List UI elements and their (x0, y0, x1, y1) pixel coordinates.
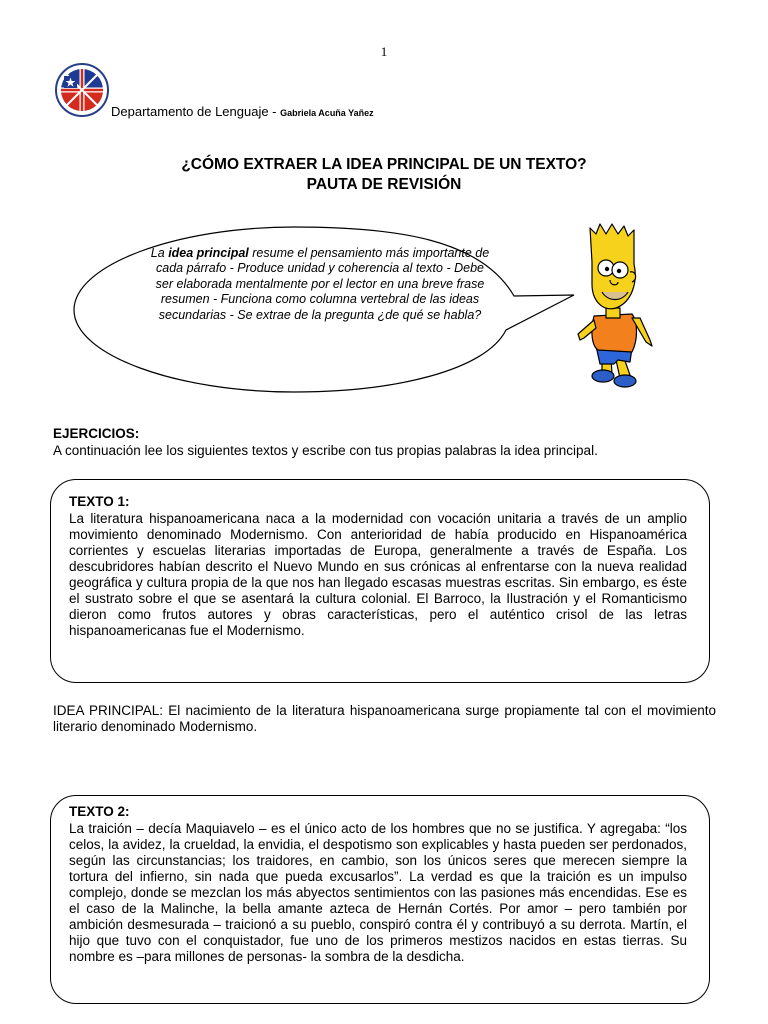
text-1-heading: TEXTO 1: (69, 494, 130, 509)
school-logo-icon (52, 63, 112, 117)
page-number: 1 (380, 44, 388, 59)
exercises-heading: EJERCICIOS: (53, 426, 140, 441)
idea-principal-1: IDEA PRINCIPAL: El nacimiento de la literatura hispanoamericana surge propiamente tal con el movimiento literario denominado Modernismo. (53, 703, 716, 734)
bart-cartoon-icon (566, 222, 658, 392)
bubble-text-rest: resume el pensamiento más importante de cada párrafo - Produce unidad y coherencia al texto - Debe ser elaborada mentalmente por el lector en una breve frase resumen - Funciona como columna vertebral de las ideas secundarias - Se extrae de la pregunta ¿de qué se habla? (155, 246, 490, 322)
bubble-text-bold: idea principal (168, 246, 249, 260)
author-name: Gabriela Acuña Yañez (280, 108, 374, 118)
title-line-1: ¿CÓMO EXTRAER LA IDEA PRINCIPAL DE UN TEXTO? (181, 156, 587, 173)
department-name: Departamento de Lenguaje - (111, 104, 281, 119)
title-line-2: PAUTA DE REVISIÓN (306, 176, 462, 193)
text-1-body: La literatura hispanoamericana naca a la modernidad con vocación unitaria a través de un amplio movimiento denominado Modernismo. Con anterioridad de había producido en Hispanoamérica corrientes y escuelas literarias importadas de Europa, generalmente a través de España. Los descubridores habían descrito el Nuevo Mundo en sus crónicas al enfrentarse con la nueva realidad geográfica y cultura propia de la que nos han llegado escasas muestras escritas. Sin embargo, es éste el sustrato sobre el que se asentará la cultura colonial. El Barroco, la Ilustración y el Romanticismo dieron como frutos autores y obras características, pero el auténtico crisol de las letras hispanoamericanas fue el Modernismo. (69, 511, 687, 638)
speech-bubble-text (150, 246, 490, 323)
page-title (0, 155, 768, 195)
text-2-body: La traición – decía Maquiavelo – es el único acto de los hombres que no se justifica. Y agregaba: “los celos, la avidez, la crueldad, la envidia, el despotismo son explicables y hasta pueden ser perdonados, según las circunstancias; los traidores, en cambio, son los únicos seres que merecen siempre la tortura del infierno, sin nada que pueda excusarlos”. La verdad es que la traición es un impulso complejo, donde se mezclan los más abyectos sentimientos con las pasiones más encendidas. Ese es el caso de la Malinche, la bella amante azteca de Hernán Cortés. Por amor – pero también por ambición desmesurada – traicionó a su pueblo, conspiró contra él y contribuyó a su derrota. Martín, el hijo que tuvo con el conquistador, fue uno de los primeros mestizos nacidos en estas tierras. Su nombre es –para millones de personas- la sombra de la desdicha. (69, 821, 687, 964)
bubble-text-start: La (150, 246, 169, 260)
exercises-instruction: A continuación lee los siguientes textos y escribe con tus propias palabras la idea principal. (53, 443, 598, 458)
text-2-heading: TEXTO 2: (69, 804, 130, 819)
department-line (111, 104, 374, 119)
